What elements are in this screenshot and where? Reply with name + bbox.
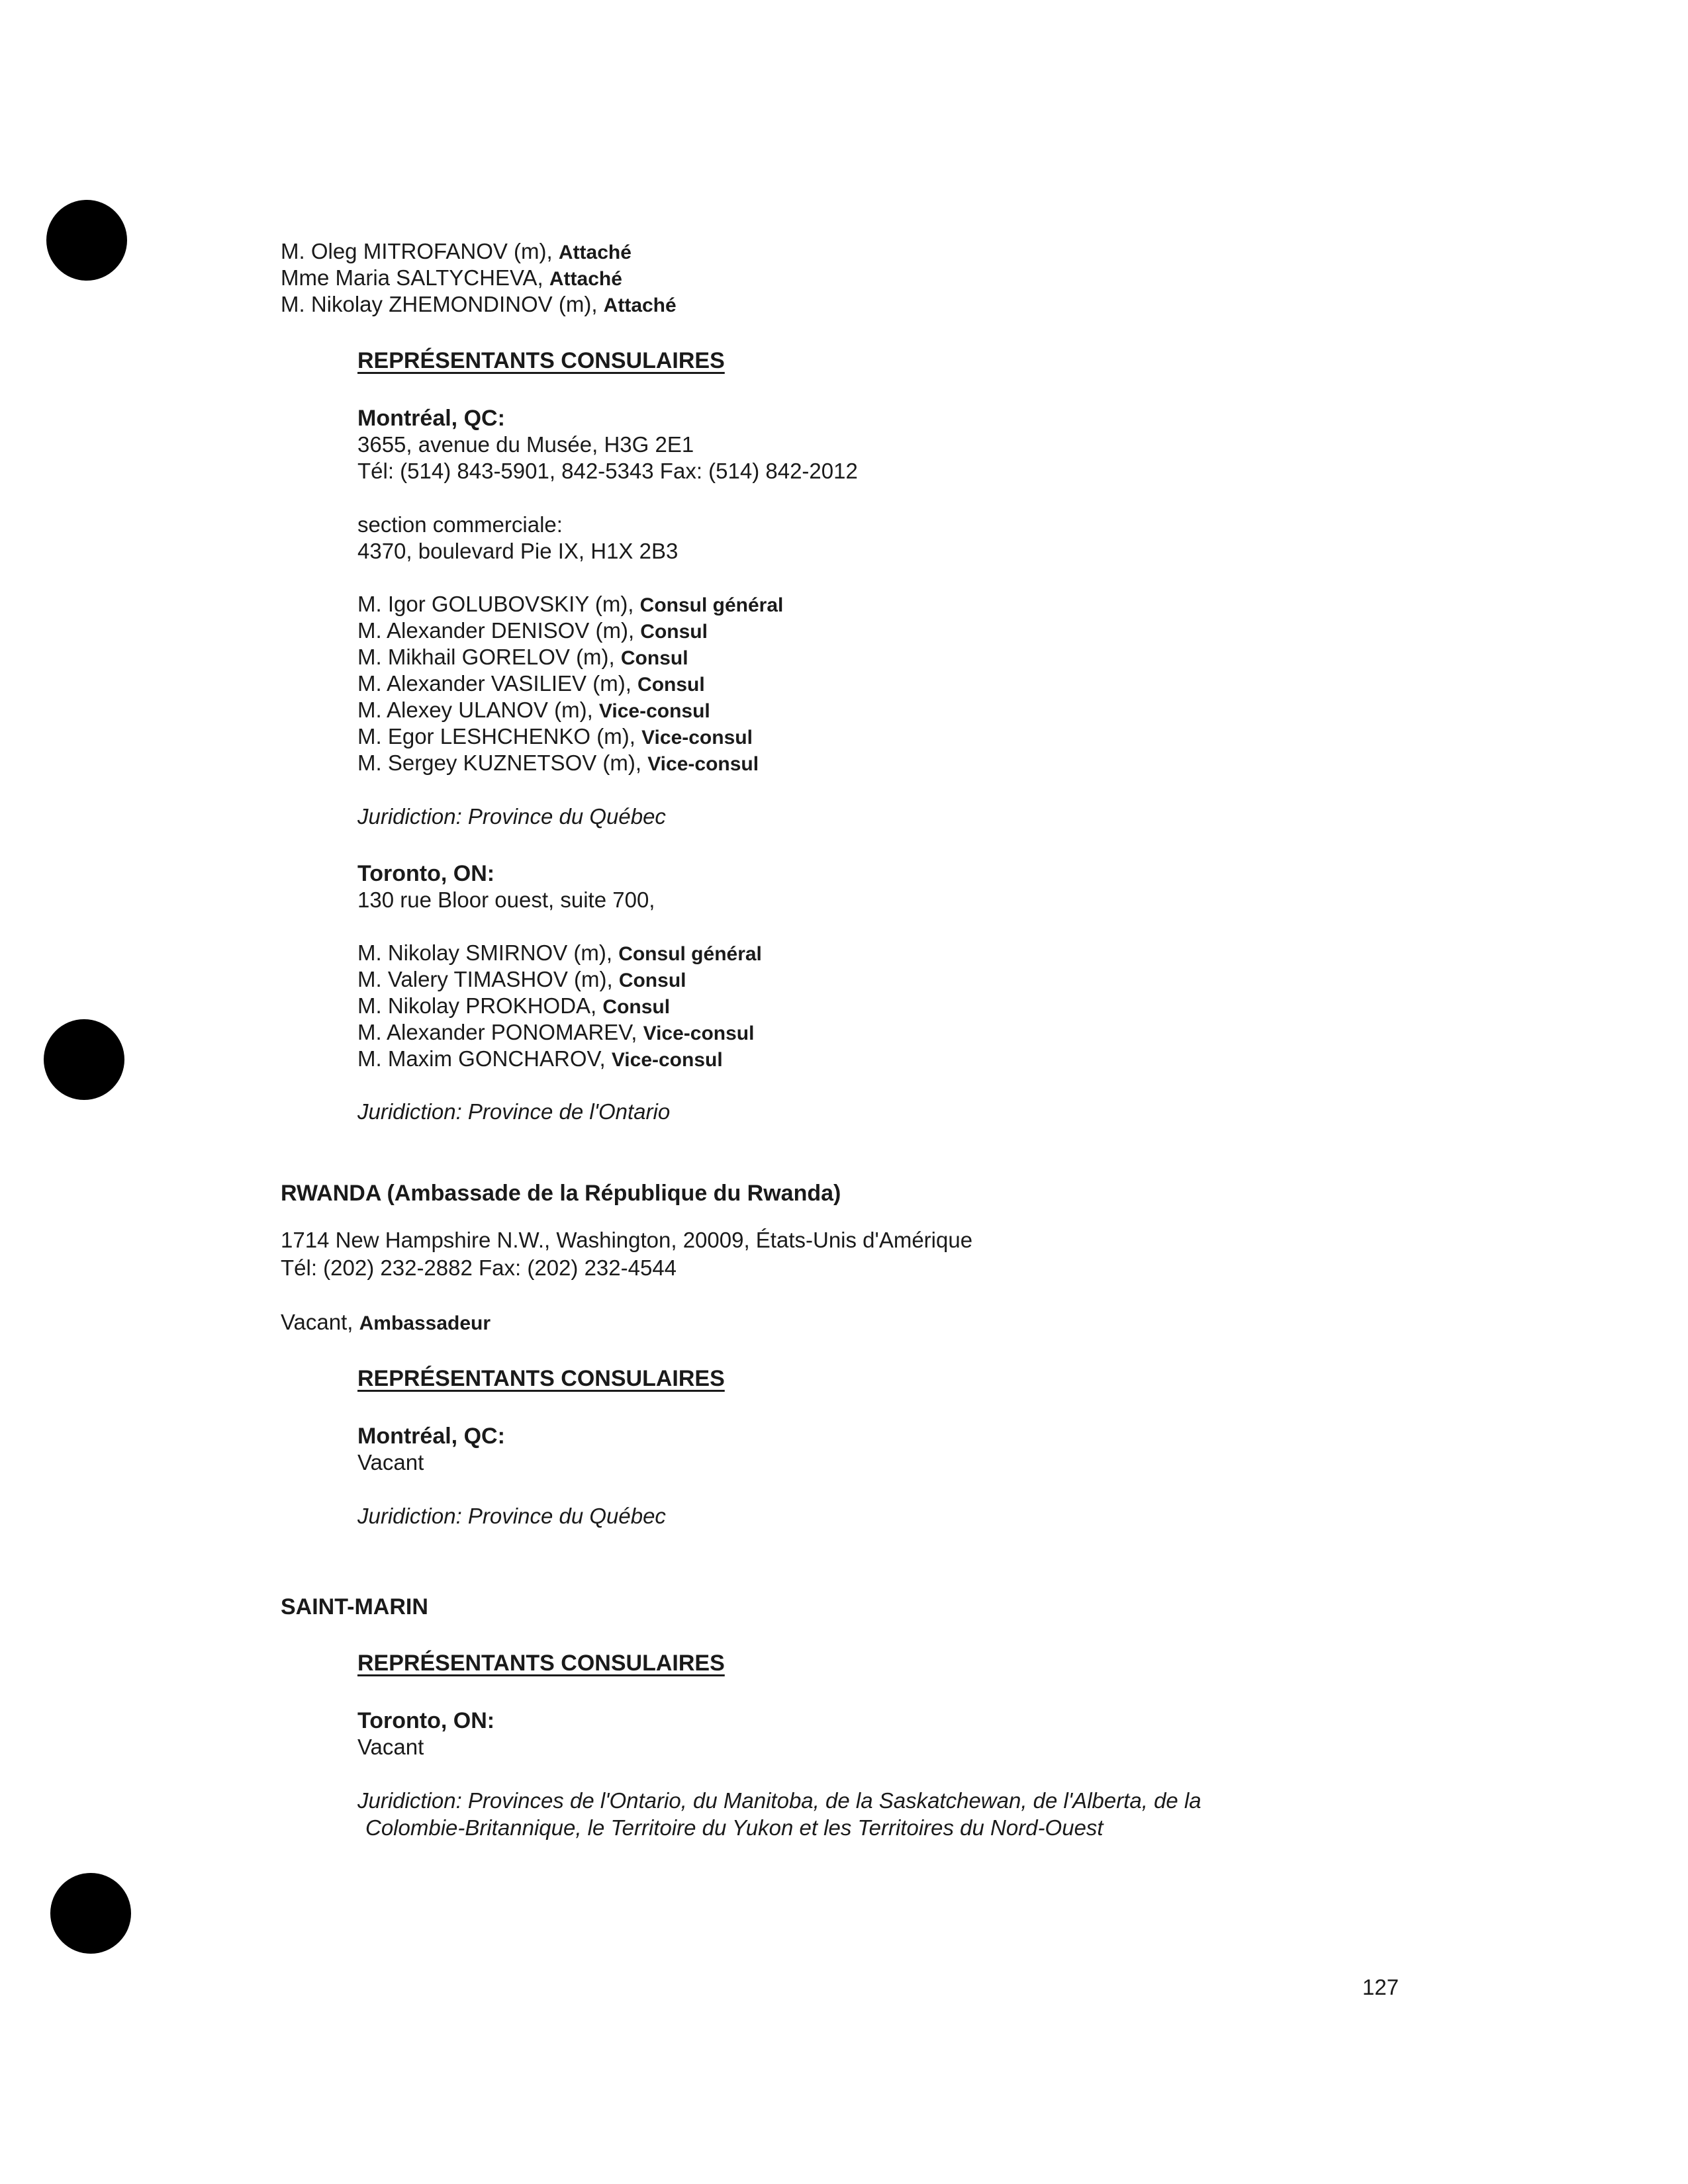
- phone-fax: Tél: (514) 843-5901, 842-5343 Fax: (514) 842-2012: [357, 459, 858, 483]
- jurisdiction: Juridiction: Province du Québec: [357, 1504, 666, 1528]
- city-heading: Toronto, ON:: [357, 1708, 495, 1733]
- staff-entry: M. Nikolay ZHEMONDINOV (m), Attaché: [281, 292, 677, 316]
- city-heading: Toronto, ON:: [357, 861, 495, 886]
- staff-entry: M. Alexander VASILIEV (m), Consul: [357, 671, 705, 696]
- staff-entry: M. Alexey ULANOV (m), Vice-consul: [357, 698, 710, 722]
- staff-entry: M. Nikolay PROKHODA, Consul: [357, 993, 671, 1018]
- country-heading: RWANDA (Ambassade de la République du Rwanda): [281, 1181, 841, 1206]
- section-label: section commerciale:: [357, 512, 563, 537]
- staff-entry: M. Egor LESHCHENKO (m), Vice-consul: [357, 724, 753, 749]
- staff-entry: Mme Maria SALTYCHEVA, Attaché: [281, 265, 622, 290]
- vacant: Vacant: [357, 1450, 424, 1475]
- consular-heading: REPRÉSENTANTS CONSULAIRES: [357, 1651, 725, 1676]
- staff-entry: M. Maxim GONCHAROV, Vice-consul: [357, 1046, 723, 1071]
- punch-hole-top: [46, 200, 127, 281]
- address: 1714 New Hampshire N.W., Washington, 20009, États-Unis d'Amérique: [281, 1228, 973, 1252]
- city-heading: Montréal, QC:: [357, 406, 505, 431]
- staff-entry: M. Mikhail GORELOV (m), Consul: [357, 645, 688, 669]
- punch-hole-bottom: [50, 1873, 131, 1954]
- staff-entry: M. Oleg MITROFANOV (m), Attaché: [281, 239, 632, 263]
- staff-entry: M. Alexander DENISOV (m), Consul: [357, 618, 708, 643]
- jurisdiction: Juridiction: Provinces de l'Ontario, du Manitoba, de la Saskatchewan, de l'Alberta, de la: [357, 1788, 1201, 1813]
- jurisdiction: Juridiction: Province de l'Ontario: [357, 1099, 671, 1124]
- jurisdiction: Juridiction: Province du Québec: [357, 804, 666, 829]
- staff-entry: M. Alexander PONOMAREV, Vice-consul: [357, 1020, 755, 1044]
- staff-entry: M. Igor GOLUBOVSKIY (m), Consul général: [357, 592, 784, 616]
- country-heading: SAINT-MARIN: [281, 1594, 428, 1619]
- consular-heading: REPRÉSENTANTS CONSULAIRES: [357, 348, 725, 373]
- address: 3655, avenue du Musée, H3G 2E1: [357, 432, 694, 457]
- staff-entry: M. Nikolay SMIRNOV (m), Consul général: [357, 940, 762, 965]
- address: 130 rue Bloor ouest, suite 700,: [357, 887, 655, 912]
- vacant: Vacant: [357, 1735, 424, 1759]
- page-number: 127: [1362, 1975, 1399, 1999]
- consular-heading: REPRÉSENTANTS CONSULAIRES: [357, 1366, 725, 1391]
- phone-fax: Tél: (202) 232-2882 Fax: (202) 232-4544: [281, 1255, 677, 1280]
- jurisdiction-continued: Colombie-Britannique, le Territoire du Yukon et les Territoires du Nord-Ouest: [365, 1815, 1103, 1840]
- section-address: 4370, boulevard Pie IX, H1X 2B3: [357, 539, 679, 563]
- ambassador-entry: Vacant, Ambassadeur: [281, 1310, 491, 1334]
- city-heading: Montréal, QC:: [357, 1424, 505, 1449]
- staff-entry: M. Sergey KUZNETSOV (m), Vice-consul: [357, 751, 759, 775]
- staff-entry: M. Valery TIMASHOV (m), Consul: [357, 967, 686, 991]
- punch-hole-middle: [44, 1019, 124, 1100]
